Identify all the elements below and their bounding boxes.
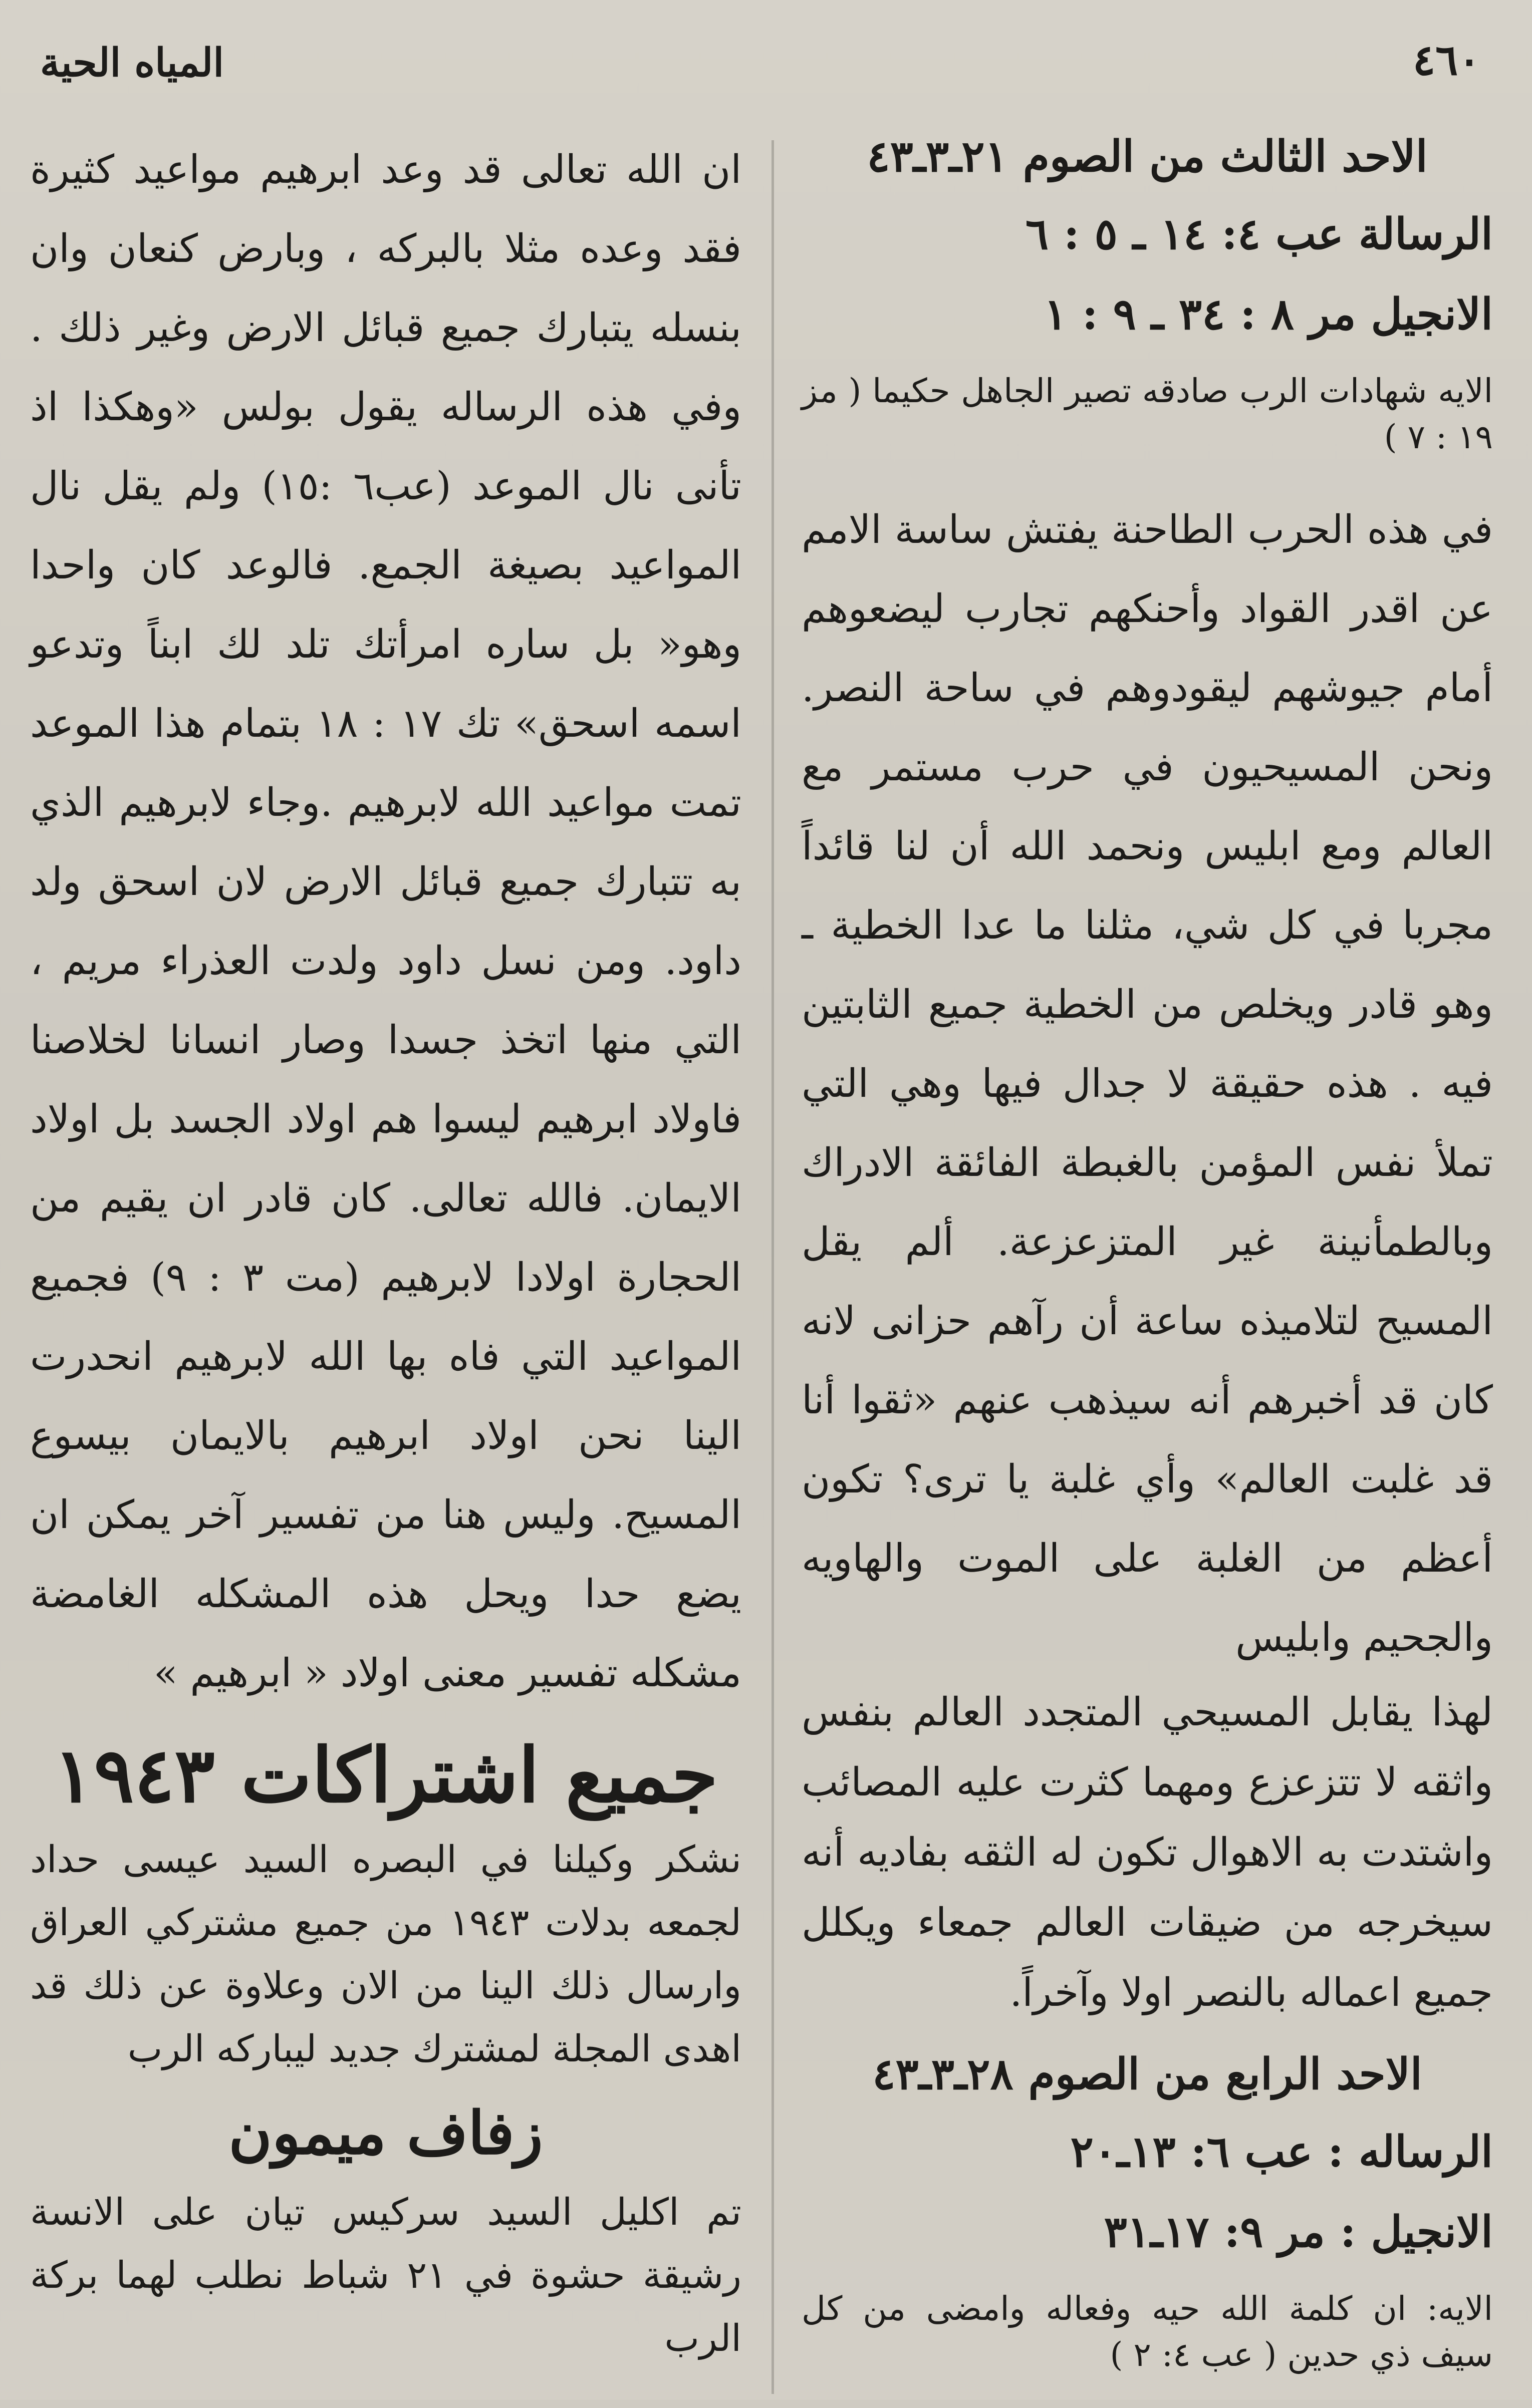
running-title: المياه الحية [40,40,224,86]
lesson1-epistle: الرسالة عب ٤: ١٤ ـ ٥ : ٦ [1025,209,1493,259]
right-column [802,130,1493,2408]
subscriptions-heading: جميع اشتراكات ١٩٤٣ [53,1731,718,1820]
wedding-text: تم اكليل السيد سركيس تيان على الانسة رشيقة حشوة في ٢١ شباط نطلب لهما بركة الرب [30,2191,741,2360]
lesson2-verse: الايه: ان كلمة الله حيه وفعاله وامضى من كل سيف ذي حدين ( عب ٤: ٢ ) [802,2289,1493,2374]
left-column [30,130,741,2370]
page-number: ٤٦٠ [1413,35,1481,85]
lesson2-epistle: الرساله : عب ٦: ١٣ـ٢٠ [1070,2127,1493,2177]
lesson2-gospel: الانجيل : مر ٩: ١٧ـ٣١ [1104,2207,1493,2257]
article-paragraph: ان الله تعالى قد وعد ابرهيم مواعيد كثيرة فقد وعده مثلا بالبركه ، وبارض كنعان وان بنسله يتبارك جميع قبائل الارض وغير ذلك . وفي هذه الرساله يقول بولس «وهكذا اذ تأنى نال الموعد (عب٦ :١٥) ولم يقل نال المواعيد بصيغة الجمع. فالوعد كان واحدا وهو« بل ساره امرأتك تلد لك ابناً وتدعو اسمه اسحق» تك ١٧ : ١٨ بتمام هذا الموعد تمت مواعيد الله لابرهيم .وجاء لابرهيم الذي به تتبارك جميع قبائل الارض لان اسحق ولد داود. ومن نسل داود ولدت العذراء مريم ، التي منها اتخذ جسدا وصار انسانا لخلاصنا فاولاد ابرهيم ليسوا هم اولاد الجسد بل اولاد الايمان. فالله تعالى. كان قادر ان يقيم من الحجارة اولادا لابرهيم (مت ٣ : ٩) فجميع المواعيد التي فاه بها الله لابرهيم انحدرت الينا نحن اولاد ابرهيم بالايمان بيسوع المسيح. وليس هنا من تفسير آخر يمكن ان يضع حدا ويحل هذه المشكله الغامضة مشكله تفسير معنى اولاد « ابرهيم » [30,147,741,1696]
lesson1-gospel: الانجيل مر ٨ : ٣٤ ـ ٩ : ١ [1044,289,1493,340]
wedding-heading: زفاف ميمون [228,2098,543,2168]
lesson2-title: الاحد الرابع من الصوم ٢٨ـ٣ـ٤٣ [872,2049,1422,2099]
column-divider [772,140,774,2394]
lesson1-title: الاحد الثالث من الصوم ٢١ـ٣ـ٤٣ [867,131,1428,182]
lesson1-paragraph-2: لهذا يقابل المسيحي المتجدد العالم بنفس واثقه لا تتزعزع ومهما كثرت عليه المصائب واشتدت به الاهوال تكون له الثقه بفاديه أنه سيخرجه من ضيقات العالم جمعاء ويكلل جميع اعماله بالنصر اولا وآخراً. [802,1690,1493,2015]
lesson1-verse: الايه شهادات الرب صادقه تصير الجاهل حكيما ( مز ١٩ : ٧ ) [802,372,1493,456]
lesson1-paragraph-1: في هذه الحرب الطاحنة يفتش ساسة الامم عن اقدر القواد وأحنكهم تجارب ليضعوهم أمام جيوشهم ليقودوهم في ساحة النصر. ونحن المسيحيون في حرب مستمر مع العالم ومع ابليس ونحمد الله أن لنا قائداً مجربا في كل شي، مثلنا ما عدا الخطية ـ وهو قادر ويخلص من الخطية جميع الثابتين فيه . هذه حقيقة لا جدال فيها وهي التي تملأ نفس المؤمن بالغبطة الفائقة الادراك وبالطمأنينة غير المتزعزعة. ألم يقل المسيح لتلاميذه ساعة أن رآهم حزانى لانه كان قد أخبرهم أنه سيذهب عنهم «ثقوا أنا قد غلبت العالم» وأي غلبة يا ترى؟ تكون أعظم من الغلبة على الموت والهاويه والجحيم وابليس [802,507,1493,1660]
subscriptions-text: نشكر وكيلنا في البصره السيد عيسى حداد لجمعه بدلات ١٩٤٣ من جميع مشتركي العراق وارسال ذلك الينا من الان وعلاوة عن ذلك قد اهدى المجلة لمشترك جديد ليباركه الرب [30,1838,741,2070]
